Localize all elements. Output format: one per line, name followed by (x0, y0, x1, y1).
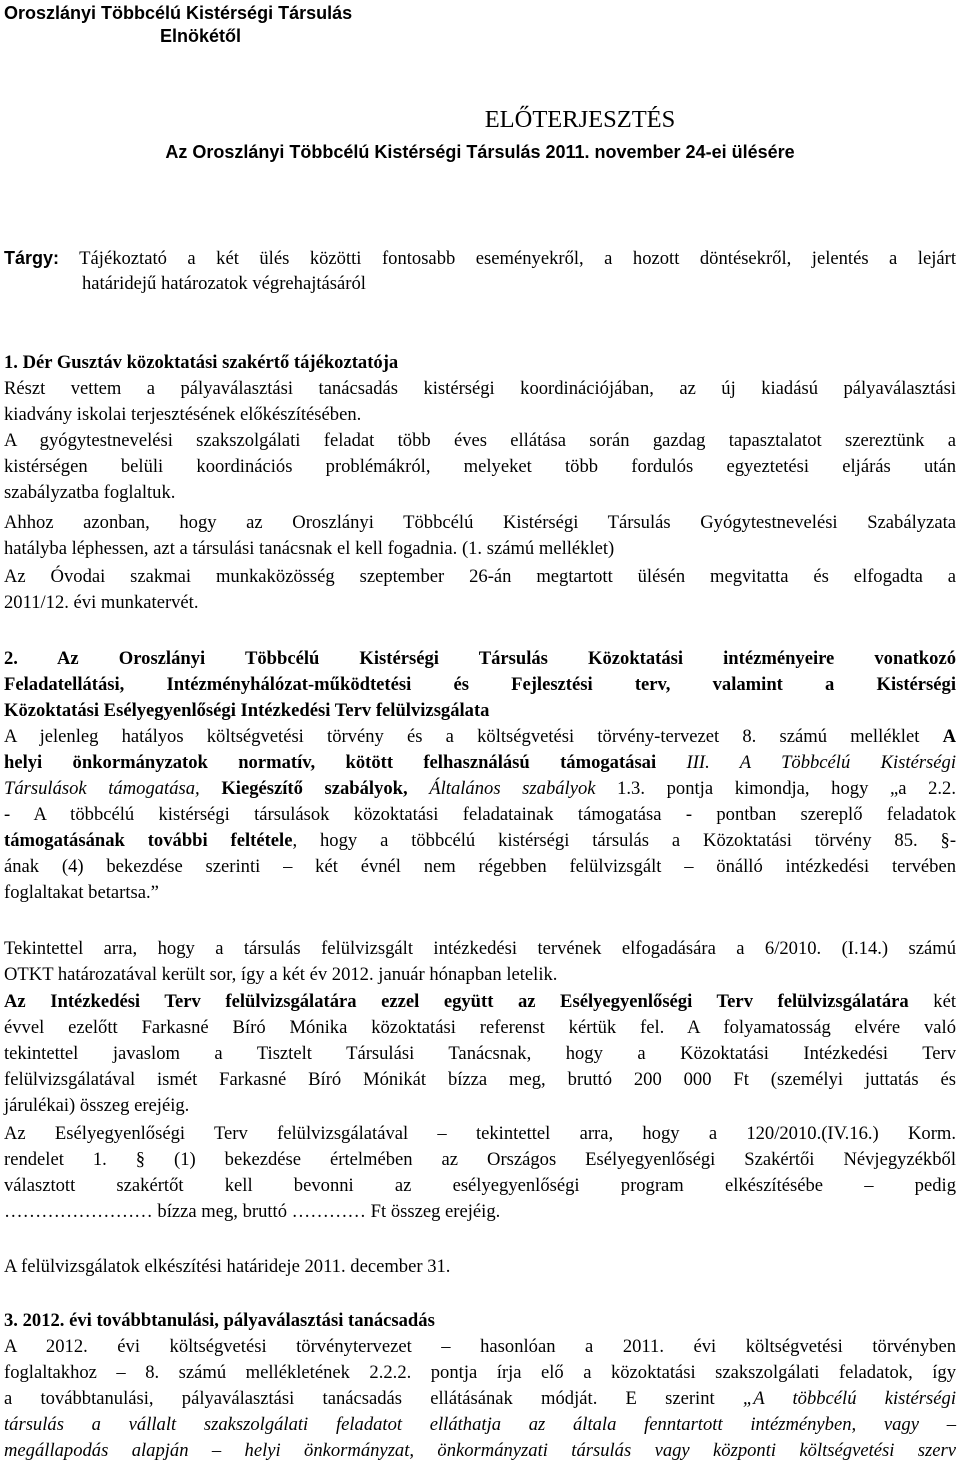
paragraph-line: kistérségen belüli koordinációs problémákról, melyeket több fordulós egyeztetési eljárás után (4, 456, 956, 477)
paragraph-line (4, 1388, 956, 1410)
paragraph-line: A 2012. évi költségvetési törvénytervezet – hasonlóan a 2011. évi költségvetési törvényben (4, 1336, 956, 1357)
paragraph-line: 2011/12. évi munkatervét. (4, 592, 199, 613)
paragraph-line: kiadvány iskolai terjesztésének előkészítésében. (4, 404, 362, 425)
subject-text-1: Tájékoztató a két ülés közötti fontosabb eseményekről, a hozott döntésekről, jelentés a lejárt (79, 248, 956, 269)
text-run: a továbbtanulási, pályaválasztási tanácsadás ellátásának módját. E szerint (4, 1388, 743, 1409)
text-run-bold: Az Intézkedési Terv felülvizsgálatára ezzel együtt az Esélyegyenlőségi Terv felülvizsgálatára (4, 991, 909, 1012)
subject-label: Tárgy: (4, 248, 60, 268)
deadline-line: A felülvizsgálatok elkészítési határideje 2011. december 31. (4, 1256, 451, 1277)
paragraph-line: Az Óvodai szakmai munkaközösség szeptember 26-án megtartott ülésén megvitatta és elfogadta a (4, 566, 956, 587)
paragraph-line: foglaltakat betartsa.” (4, 882, 159, 903)
sender: Elnökétől (160, 26, 242, 46)
org-name: Oroszlányi Többcélú Kistérségi Társulás (4, 3, 353, 23)
paragraph-line (4, 752, 956, 774)
text-run-bold: A (942, 726, 956, 747)
paragraph-line (4, 778, 956, 800)
paragraph-line (4, 1440, 956, 1462)
paragraph-line: foglaltakhoz – 8. számú mellékletének 2.2.2. pontja írja elő a közoktatási szakszolgálati feladatok, így (4, 1362, 956, 1383)
paragraph-line: járulékai) összeg erejéig. (4, 1095, 190, 1116)
paragraph-line: A gyógytestnevelési szakszolgálati feladat több éves ellátása során gazdag tapasztalatot szereztünk a (4, 430, 956, 451)
paragraph-line: hatályba léphessen, azt a társulási tanácsnak el kell fogadnia. (1. számú melléklet) (4, 538, 615, 559)
text-run-italic: társulás a vállalt szakszolgálati feladatot elláthatja az általa fenntartott intézményben, vagy – (4, 1414, 956, 1435)
text-run-italic: III. A Többcélú Kistérségi (686, 752, 957, 773)
paragraph-line: Részt vettem a pályaválasztási tanácsadás kistérségi koordinációjában, az új kiadású pályaválasztási (4, 378, 956, 399)
paragraph-line: Tekintettel arra, hogy a társulás felülvizsgált intézkedési tervének elfogadására a 6/2010. (I.14.) számú (4, 938, 956, 959)
subject-line-1 (4, 247, 956, 270)
paragraph-line: ának (4) bekezdése szerinti – két évnél nem régebben felülvizsgált – önálló intézkedési tervében (4, 856, 956, 877)
paragraph-line: szabályzatba foglaltuk. (4, 482, 176, 503)
paragraph-line: tekintettel javaslom a Tisztelt Társulási Tanácsnak, hogy a Közoktatási Intézkedési Terv (4, 1043, 956, 1064)
text-run-italic: Társulások támogatása, (4, 778, 222, 799)
paragraph-line: felülvizsgálatával ismét Farkasné Bíró Mónikát bízza meg, bruttó 200 000 Ft (személyi juttatás és (4, 1069, 956, 1090)
paragraph-line: Az Esélyegyenlőségi Terv felülvizsgálatával – tekintettel arra, hogy a 120/2010.(IV.16.) Korm. (4, 1123, 956, 1144)
paragraph-line: OTKT határozatával került sor, így a két év 2012. január hónapban letelik. (4, 964, 558, 985)
subject-line-2: határidejű határozatok végrehajtásáról (82, 273, 366, 294)
text-run-italic: megállapodás alapján – helyi önkormányzat, önkormányzati társulás vagy központi költségvetési szerv (4, 1440, 956, 1461)
paragraph-line: választott szakértőt kell bevonni az esélyegyenlőségi program elkészítésébe – pedig (4, 1175, 956, 1196)
text-run: A jelenleg hatályos költségvetési törvény és a költségvetési törvény-tervezet 8. számú melléklet (4, 726, 943, 747)
paragraph-line: évvel ezelőtt Farkasné Bíró Mónika közoktatási referenst kértük fel. A folyamatosság elvére való (4, 1017, 956, 1038)
document-title: ELŐTERJESZTÉS (484, 106, 676, 133)
section3-heading: 3. 2012. évi továbbtanulási, pályaválasztási tanácsadás (4, 1310, 435, 1331)
text-run-italic: Általános szabályok (429, 778, 596, 799)
paragraph-line (4, 830, 956, 852)
paragraph-line: - A többcélú kistérségi társulások közoktatási feladatainak támogatása - pontban szereplő feladatok (4, 804, 956, 825)
text-run-bold: támogatásának további feltétele (4, 830, 293, 851)
paragraph-line (4, 1414, 956, 1436)
text-run (656, 752, 686, 773)
text-run-bold: helyi önkormányzatok normatív, kötött felhasználású támogatásai (4, 752, 657, 773)
text-run: két (908, 991, 956, 1012)
paragraph-line: …………………… bízza meg, bruttó ………… Ft összeg erejéig. (4, 1201, 501, 1222)
text-run-italic: „A többcélú kistérségi (742, 1388, 956, 1409)
paragraph-line (4, 991, 956, 1013)
text-run: 1.3. pontja kimondja, hogy „a 2.2. (595, 778, 956, 799)
paragraph-line: rendelet 1. § (1) bekezdése értelmében az Országos Esélyegyenlőségi Szakértői Névjegyzékből (4, 1149, 956, 1170)
section2-heading-1: 2. Az Oroszlányi Többcélú Kistérségi Társulás Közoktatási intézményeire vonatkozó (4, 648, 956, 669)
document-subtitle: Az Oroszlányi Többcélú Kistérségi Társulás 2011. november 24-ei ülésére (165, 142, 795, 162)
section2-heading-2: Feladatellátási, Intézményhálózat-működtetési és Fejlesztési terv, valamint a Kistérségi (4, 674, 956, 695)
section1-heading: 1. Dér Gusztáv közoktatási szakértő tájékoztatója (4, 352, 399, 373)
section2-heading-3: Közoktatási Esélyegyenlőségi Intézkedési Terv felülvizsgálata (4, 700, 490, 721)
paragraph-line (4, 726, 956, 748)
paragraph-line: Ahhoz azonban, hogy az Oroszlányi Többcélú Kistérségi Társulás Gyógytestnevelési Szabályzata (4, 512, 956, 533)
text-run-bold: Kiegészítő szabályok, (221, 778, 430, 799)
text-run: , hogy a többcélú kistérségi társulás a Közoktatási törvény 85. §- (292, 830, 957, 851)
